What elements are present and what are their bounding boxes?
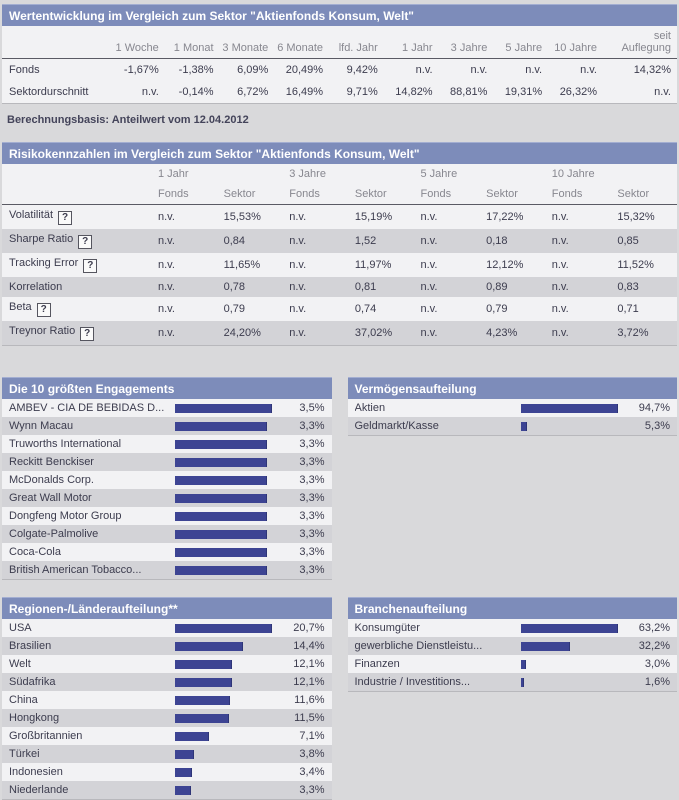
table-row [2, 297, 677, 321]
cell-value: 26,32% [559, 86, 597, 98]
cell-value: n.v. [158, 281, 175, 293]
chart-category-label: Niederlande [9, 784, 69, 796]
table-row [2, 253, 677, 277]
chart-category-label: Truworths International [9, 438, 122, 450]
risk-section [2, 142, 677, 346]
regions-chart [2, 619, 332, 800]
row-label: Tracking Error ? [2, 253, 152, 277]
chart-category-label: China [9, 694, 38, 706]
help-icon[interactable]: ? [78, 235, 92, 249]
cell-value: 16,49% [285, 86, 324, 98]
chart-row [2, 489, 332, 507]
cell-value: n.v. [420, 327, 438, 339]
risk-period-header: 3 Jahre [289, 168, 326, 180]
row-label: Treynor Ratio ? [2, 321, 152, 346]
row-label: Korrelation [9, 281, 63, 293]
bar-track [175, 714, 271, 723]
cell-value: 19,31% [504, 86, 543, 98]
row-label: Sharpe Ratio ? [2, 229, 152, 253]
bar [175, 786, 191, 795]
cell-value: 0,18 [486, 235, 508, 247]
cell-value: 11,65% [223, 259, 261, 271]
chart-category-label: British American Tobacco... [9, 564, 142, 576]
bar [521, 660, 527, 669]
chart-row [2, 781, 332, 799]
regions-header: Regionen-/Länderaufteilung** [2, 597, 332, 619]
chart-row [348, 637, 678, 655]
cell-value: 11,97% [354, 259, 392, 271]
chart-row [2, 453, 332, 471]
bar-track [175, 678, 271, 687]
performance-column-header: 10 Jahre [548, 26, 603, 59]
chart-value-label: 3,3% [299, 456, 325, 468]
risk-subheader: Fonds [152, 184, 218, 205]
cell-value: n.v. [158, 303, 175, 315]
chart-row [2, 417, 332, 435]
chart-value-label: 3,3% [299, 474, 325, 486]
bar-track [175, 624, 271, 633]
chart-category-label: McDonalds Corp. [9, 474, 94, 486]
cell-value: n.v. [551, 211, 569, 223]
cell-value: 0,79 [223, 303, 246, 315]
chart-row [2, 561, 332, 579]
help-icon[interactable]: ? [80, 327, 94, 341]
cell-value: 0,84 [223, 235, 246, 247]
bar-track [175, 530, 271, 539]
bar-track [521, 422, 617, 431]
bar-track [175, 732, 271, 741]
cell-value: n.v. [654, 86, 671, 98]
bar-track [175, 786, 271, 795]
chart-row [2, 399, 332, 417]
cell-value: -1,67% [123, 64, 159, 76]
cell-value: n.v. [289, 235, 307, 247]
risk-period-header: 5 Jahre [420, 168, 458, 180]
bar-track [175, 494, 271, 503]
chart-value-label: 1,6% [644, 676, 670, 688]
cell-value: n.v. [420, 281, 438, 293]
risk-period-header: 1 Jahr [158, 168, 189, 180]
chart-row [348, 417, 678, 435]
chart-category-label: Coca-Cola [9, 546, 61, 558]
cell-value: 6,09% [237, 64, 269, 76]
chart-value-label: 3,3% [299, 528, 325, 540]
chart-category-label: Welt [9, 658, 31, 670]
cell-value: n.v. [551, 303, 569, 315]
chart-category-label: gewerbliche Dienstleistu... [354, 640, 483, 652]
cell-value: 3,72% [617, 327, 649, 339]
asset-allocation-panel [348, 377, 678, 436]
chart-value-label: 3,3% [299, 420, 325, 432]
cell-value: 0,81 [354, 281, 377, 293]
bar [175, 566, 267, 575]
chart-value-label: 3,3% [299, 492, 325, 504]
chart-row [2, 709, 332, 727]
cell-value: n.v. [420, 235, 438, 247]
cell-value: n.v. [158, 327, 175, 339]
bar [521, 642, 571, 651]
calculation-basis-note: Berechnungsbasis: Anteilwert vom 12.04.2012 [7, 114, 249, 126]
cell-value: n.v. [525, 64, 543, 76]
chart-row [2, 543, 332, 561]
bar-track [175, 750, 271, 759]
cell-value: n.v. [420, 211, 438, 223]
bar [175, 548, 267, 557]
bar [175, 768, 192, 777]
bar-track [521, 624, 617, 633]
cell-value: n.v. [289, 281, 307, 293]
cell-value: n.v. [289, 303, 307, 315]
bar [175, 512, 267, 521]
row-label: Fonds [9, 64, 40, 76]
cell-value: 14,32% [633, 64, 671, 76]
bar-track [175, 512, 271, 521]
chart-row [2, 507, 332, 525]
cell-value: n.v. [158, 259, 175, 271]
chart-value-label: 3,3% [299, 546, 325, 558]
risk-subheader: Fonds [283, 184, 349, 205]
bar [175, 422, 267, 431]
chart-category-label: Colgate-Palmolive [9, 528, 99, 540]
cell-value: n.v. [420, 303, 438, 315]
cell-value: n.v. [470, 64, 488, 76]
bar [175, 660, 232, 669]
table-row [2, 205, 677, 230]
performance-column-header: 1 Woche [110, 26, 165, 59]
risk-subheader: Sektor [349, 184, 415, 205]
chart-value-label: 3,5% [299, 402, 325, 414]
help-icon[interactable]: ? [83, 259, 97, 273]
risk-table-body [2, 205, 677, 346]
bar [521, 678, 524, 687]
cell-value: -0,14% [178, 86, 214, 98]
chart-category-label: Finanzen [354, 658, 400, 670]
chart-category-label: Reckitt Benckiser [9, 456, 94, 468]
bar-track [175, 476, 271, 485]
table-row [2, 277, 677, 297]
cell-value: 6,72% [237, 86, 269, 98]
performance-column-header: 1 Monat [165, 26, 220, 59]
table-row [2, 81, 677, 104]
bar [175, 404, 272, 413]
performance-column-header: 3 Jahre [439, 26, 494, 59]
chart-value-label: 5,3% [644, 420, 670, 432]
chart-row [2, 745, 332, 763]
bar-track [175, 696, 271, 705]
bar-track [521, 404, 617, 413]
cell-value: n.v. [415, 64, 433, 76]
performance-section-header: Wertentwicklung im Vergleich zum Sektor "Aktienfonds Konsum, Welt" [2, 4, 677, 26]
chart-value-label: 94,7% [638, 402, 670, 414]
performance-column-header: seit Auflegung [603, 26, 677, 59]
risk-subheader: Sektor [611, 184, 677, 205]
cell-value: n.v. [420, 259, 438, 271]
chart-value-label: 3,3% [299, 438, 325, 450]
chart-category-label: AMBEV - CIA DE BEBIDAS D... [9, 402, 165, 414]
bar-track [521, 660, 617, 669]
risk-period-header-row [2, 164, 677, 184]
help-icon[interactable]: ? [58, 211, 72, 225]
bar [175, 732, 209, 741]
chart-row [2, 619, 332, 637]
bar [175, 458, 267, 467]
cell-value: n.v. [289, 327, 307, 339]
bar-track [175, 422, 271, 431]
chart-row [2, 673, 332, 691]
chart-row [348, 619, 678, 637]
industry-header: Branchenaufteilung [348, 597, 678, 619]
bar-track [175, 566, 271, 575]
cell-value: n.v. [289, 259, 307, 271]
performance-section [2, 4, 677, 104]
row-label: Sektordurschnitt [9, 86, 89, 98]
chart-value-label: 14,4% [293, 640, 325, 652]
bar [175, 750, 194, 759]
chart-value-label: 3,3% [299, 564, 325, 576]
spacer [2, 126, 677, 142]
chart-row [348, 655, 678, 673]
cell-value: 0,83 [617, 281, 639, 293]
row-label: Volatilität ? [2, 205, 152, 230]
cell-value: n.v. [551, 327, 569, 339]
chart-category-label: Wynn Macau [9, 420, 74, 432]
cell-value: n.v. [551, 259, 569, 271]
risk-header-spacer [2, 184, 152, 205]
bar-track [521, 678, 617, 687]
chart-value-label: 12,1% [293, 658, 325, 670]
bar-track [175, 660, 271, 669]
chart-value-label: 20,7% [293, 622, 325, 634]
performance-header-spacer [2, 26, 110, 59]
asset-allocation-header: Vermögensaufteilung [348, 377, 678, 399]
chart-row [348, 673, 678, 691]
bar-track [175, 440, 271, 449]
chart-value-label: 3,8% [299, 748, 325, 760]
spacer [2, 580, 677, 597]
chart-row [2, 691, 332, 709]
chart-category-label: Türkei [9, 748, 40, 760]
cell-value: 11,52% [617, 259, 654, 271]
cell-value: n.v. [158, 235, 175, 247]
bar-track [175, 458, 271, 467]
charts-row-1 [2, 377, 677, 580]
cell-value: n.v. [141, 86, 159, 98]
cell-value: 1,52 [354, 235, 377, 247]
cell-value: n.v. [289, 211, 307, 223]
industry-chart [348, 619, 678, 692]
cell-value: n.v. [551, 235, 569, 247]
risk-section-header: Risikokennzahlen im Vergleich zum Sektor "Aktienfonds Konsum, Welt" [2, 142, 677, 164]
performance-header-row [2, 26, 677, 59]
chart-category-label: Brasilien [9, 640, 52, 652]
cell-value: 0,74 [354, 303, 377, 315]
bar-track [175, 768, 271, 777]
chart-row [2, 727, 332, 745]
chart-category-label: Großbritannien [9, 730, 83, 742]
spacer [2, 346, 677, 377]
cell-value: 0,85 [617, 235, 639, 247]
cell-value: 0,89 [486, 281, 508, 293]
performance-table-head [2, 26, 677, 59]
chart-row [2, 655, 332, 673]
cell-value: 15,32% [617, 211, 655, 223]
cell-value: 12,12% [486, 259, 524, 271]
cell-value: n.v. [158, 211, 175, 223]
chart-value-label: 3,4% [299, 766, 325, 778]
chart-value-label: 11,5% [294, 712, 325, 724]
cell-value: 9,71% [346, 86, 378, 98]
asset-allocation-chart [348, 399, 678, 436]
bar [175, 678, 232, 687]
cell-value: 17,22% [486, 211, 524, 223]
cell-value: n.v. [551, 281, 569, 293]
chart-category-label: Geldmarkt/Kasse [354, 420, 439, 432]
risk-subheader: Fonds [546, 184, 612, 205]
bar [175, 696, 230, 705]
bar-track [175, 404, 271, 413]
performance-column-header: lfd. Jahr [329, 26, 384, 59]
cell-value: 0,79 [486, 303, 508, 315]
performance-table [2, 26, 677, 104]
risk-subheader-row [2, 184, 677, 205]
cell-value: 88,81% [450, 86, 488, 98]
chart-category-label: Dongfeng Motor Group [9, 510, 122, 522]
cell-value: 9,42% [346, 64, 378, 76]
performance-column-header: 3 Monate [220, 26, 275, 59]
bar-track [175, 548, 271, 557]
cell-value: 15,53% [223, 211, 261, 223]
cell-value: n.v. [580, 64, 597, 76]
bar [175, 714, 229, 723]
cell-value: 0,78 [223, 281, 246, 293]
top-holdings-header: Die 10 größten Engagements [2, 377, 332, 399]
performance-column-header: 5 Jahre [493, 26, 548, 59]
risk-subheader: Sektor [480, 184, 546, 205]
chart-row [348, 399, 678, 417]
top-holdings-panel [2, 377, 332, 580]
chart-category-label: USA [9, 622, 32, 634]
cell-value: 4,23% [486, 327, 518, 339]
risk-subheader: Sektor [218, 184, 284, 205]
cell-value: 0,71 [617, 303, 639, 315]
table-row [2, 321, 677, 346]
chart-value-label: 3,3% [299, 510, 325, 522]
chart-value-label: 7,1% [299, 730, 325, 742]
bar-track [521, 642, 617, 651]
row-label: Beta ? [2, 297, 152, 321]
chart-value-label: 63,2% [638, 622, 670, 634]
chart-row [2, 763, 332, 781]
chart-category-label: Konsumgüter [354, 622, 420, 634]
cell-value: 15,19% [354, 211, 393, 223]
chart-value-label: 32,2% [638, 640, 670, 652]
risk-period-header: 10 Jahre [551, 168, 595, 180]
table-row [2, 229, 677, 253]
chart-category-label: Great Wall Motor [9, 492, 92, 504]
chart-row [2, 637, 332, 655]
help-icon[interactable]: ? [37, 303, 51, 317]
bar [521, 404, 618, 413]
top-holdings-chart [2, 399, 332, 580]
bar [175, 440, 267, 449]
risk-table [2, 164, 677, 346]
risk-subheader: Fonds [415, 184, 481, 205]
performance-column-header: 1 Jahr [384, 26, 439, 59]
bar [175, 624, 272, 633]
bar [521, 624, 618, 633]
bar [175, 530, 267, 539]
chart-row [2, 471, 332, 489]
chart-value-label: 3,0% [644, 658, 670, 670]
cell-value: 20,49% [285, 64, 324, 76]
chart-category-label: Indonesien [9, 766, 63, 778]
bar-track [175, 642, 271, 651]
bar [175, 494, 267, 503]
chart-category-label: Industrie / Investitions... [354, 676, 471, 688]
chart-category-label: Aktien [354, 402, 386, 414]
chart-row [2, 525, 332, 543]
cell-value: -1,38% [178, 64, 214, 76]
chart-category-label: Südafrika [9, 676, 56, 688]
chart-category-label: Hongkong [9, 712, 60, 724]
cell-value: 37,02% [354, 327, 393, 339]
cell-value: 24,20% [223, 327, 261, 339]
bar [521, 422, 527, 431]
risk-table-head [2, 164, 677, 205]
table-row [2, 59, 677, 82]
chart-row [2, 435, 332, 453]
chart-value-label: 12,1% [293, 676, 325, 688]
bar [175, 642, 243, 651]
bar [175, 476, 267, 485]
industry-panel [348, 597, 678, 692]
performance-column-header: 6 Monate [274, 26, 329, 59]
performance-table-body [2, 59, 677, 104]
cell-value: 14,82% [395, 86, 433, 98]
chart-value-label: 11,6% [294, 694, 325, 706]
chart-value-label: 3,3% [299, 784, 325, 796]
risk-header-spacer [2, 164, 152, 184]
